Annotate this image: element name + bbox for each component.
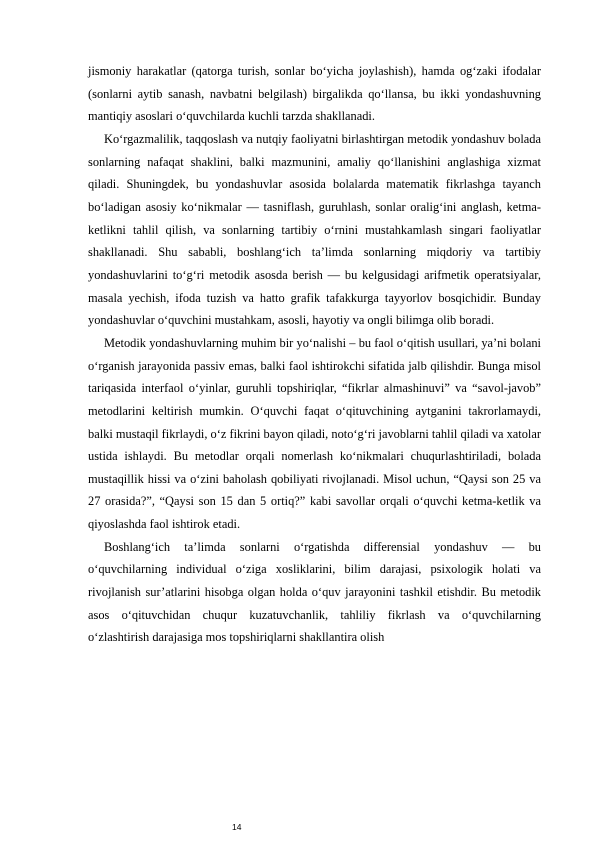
paragraph-4: Boshlang‘ich ta’limda sonlarni o‘rgatishda differensial yondashuv — bu o‘quvchilarning individual o‘ziga xosliklarini, bilim darajasi, psixologik holati va rivojlanish sur’atlarini hisobga olgan holda o‘quv jarayonini tashkil etishdir. Bu metodik asos o‘qituvchidan chuqur kuzatuvchanlik, tahliliy fikrlash va o‘quvchilarning o‘zlashtirish darajasiga mos topshiriqlarni shakllantira olish (88, 539, 541, 645)
page-body (88, 60, 541, 649)
paragraph-1: jismoniy harakatlar (qatorga turish, sonlar bo‘yicha joylashish), hamda og‘zaki ifodalar (sonlarni aytib sanash, navbatni belgilash) birgalikda qo‘llansa, bu ikki yondashuvning mantiqiy asoslari o‘quvchilarda kuchli tarzda shakllanadi. (88, 64, 541, 124)
paragraph-3: Metodik yondashuvlarning muhim bir yo‘nalishi – bu faol o‘qitish usullari, ya’ni bolani o‘rganish jarayonida passiv emas, balki faol ishtirokchi sifatida jalb qilishdir. Bunga misol tariqasida interfaol o‘yinlar, guruhli topshiriqlar, “fikrlar almashinuvi” va “savol-javob” metodlarini keltirish mumkin. O‘quvchi faqat o‘qituvchining aytganini takrorlamaydi, balki mustaqil fikrlaydi, o‘z fikrini bayon qiladi, noto‘g‘ri javoblarni tahlil qiladi va xatolar ustida ishlaydi. Bu metodlar orqali nomerlash ko‘nikmalari chuqurlashtiriladi, bolada mustaqillik hissi va o‘zini baholash qobiliyati rivojlanadi. Misol uchun, “Qaysi son 25 va 27 orasida?”, “Qaysi son 15 dan 5 ortiq?” kabi savollar orqali o‘quvchi ketma-ketlik va qiyoslashda faol ishtirok etadi. (88, 335, 541, 532)
paragraph-2: Ko‘rgazmalilik, taqqoslash va nutqiy faoliyatni birlashtirgan metodik yondashuv bolada sonlarning nafaqat shaklini, balki mazmunini, amaliy qo‘llanishini anglashiga xizmat qiladi. Shuningdek, bu yondashuvlar asosida bolalarda matematik fikrlashga tayanch bo‘ladigan asosiy ko‘nikmalar — tasniflash, guruhlash, sonlar oralig‘ini anglash, ketma-ketlikni tahlil qilish, va sonlarning tartibiy o‘rnini mustahkamlash singari faoliyatlar shakllanadi. Shu sababli, boshlang‘ich ta’limda sonlarning miqdoriy va tartibiy yondashuvlarini to‘g‘ri metodik asosda berish — bu kelgusidagi arifmetik operatsiyalar, masala yechish, ifoda tuzish va hatto grafik tafakkurga tayyorlov bosqichidir. Bunday yondashuvlar o‘quvchini mustahkam, asosli, hayotiy va ongli bilimga olib boradi. (88, 131, 541, 328)
page-number: 14 (232, 822, 242, 832)
